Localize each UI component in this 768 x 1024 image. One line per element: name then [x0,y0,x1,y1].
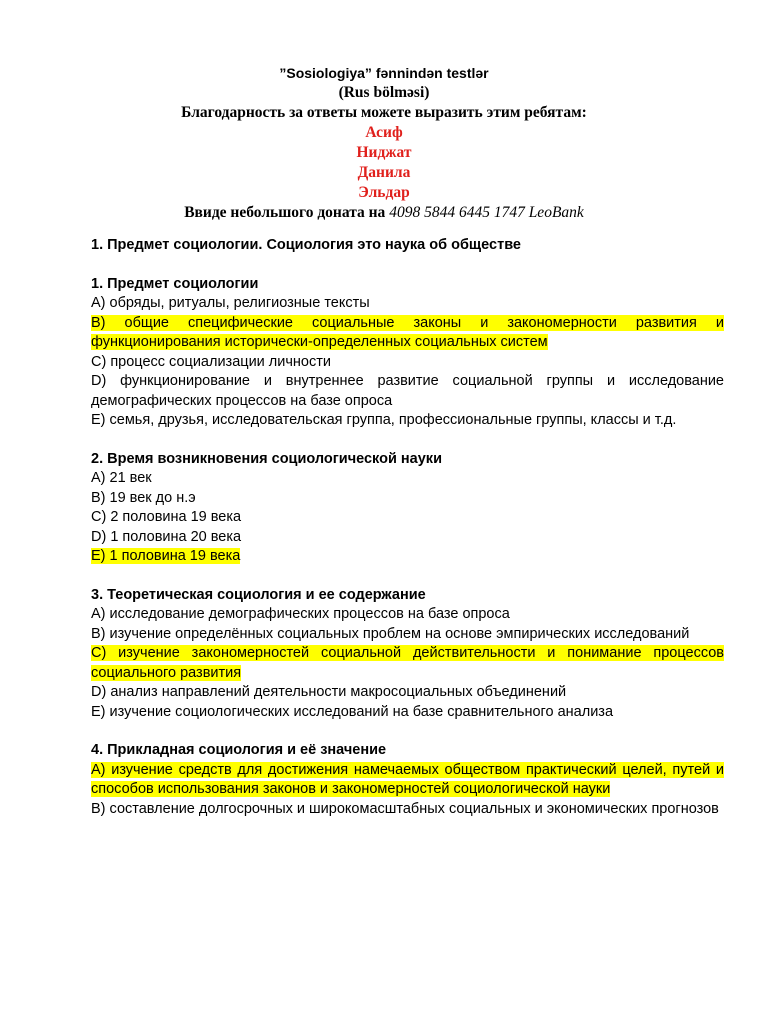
donate-card: 4098 5844 6445 1747 LeoBank [389,204,584,221]
name-nijat: Ниджат [356,144,412,161]
answer-option-correct: C) изучение закономерностей социальной действительности и понимание процессов социального развития [91,645,724,681]
answer-option: C) процесс социализации личности [91,353,331,370]
answer-option: E) семья, друзья, исследовательская группа, профессиональные группы, классы и т.д. [91,412,677,428]
answer-option: D) 1 половина 20 века [91,528,242,545]
answer-option-correct: E) 1 половина 19 века [91,548,241,564]
topic-heading: 1. Предмет социологии. Социология это наука об обществе [91,237,521,253]
answer-option: A) обряды, ритуалы, религиозные тексты [91,295,370,311]
question-title: 3. Теоретическая социология и ее содержание [91,586,426,603]
question-title: 2. Время возникновения социологической науки [91,450,442,467]
donate-prefix: Ввиде небольшого доната на [184,204,390,221]
document-subtitle: (Rus bölməsi) [338,84,430,101]
answer-option: D) функционирование и внутреннее развитие социальной группы и исследование демографических процессов на базе опроса [91,373,724,409]
answer-option-correct: B) общие специфические социальные законы и закономерности развития и функционирования исторически-определенных социальных систем [91,314,724,350]
answer-option: D) анализ направлений деятельности макросоциальных объединений [91,684,567,700]
question-title: 1. Предмет социологии [91,275,259,292]
document-header [0,63,768,223]
answer-option: E) изучение социологических исследований на базе сравнительного анализа [91,703,614,720]
donate-line [0,203,768,223]
answer-option-correct: A) изучение средств для достижения намечаемых обществом практический целей, путей и способов использования законов и закономерностей социологической науки [91,761,724,797]
document-body [91,236,724,819]
answer-option: B) изучение определённых социальных проблем на основе эмпирических исследований [91,625,690,642]
name-eldar: Эльдар [358,184,410,201]
answer-option: B) 19 век до н.э [91,489,196,506]
question-title: 4. Прикладная социология и её значение [91,742,387,758]
answer-option: A) 21 век [91,470,152,486]
thanks-line: Благодарность за ответы можете выразить этим ребятам: [181,104,587,121]
document-title: ”Sosiologiya” fənnindən testlər [279,65,489,81]
name-asif: Асиф [365,124,403,141]
answer-option: A) исследование демографических процессов на базе опроса [91,606,510,622]
answer-option: B) составление долгосрочных и широкомасштабных социальных и экономических прогнозов [91,800,719,817]
answer-option: C) 2 половина 19 века [91,509,242,525]
name-danila: Данила [357,164,411,181]
